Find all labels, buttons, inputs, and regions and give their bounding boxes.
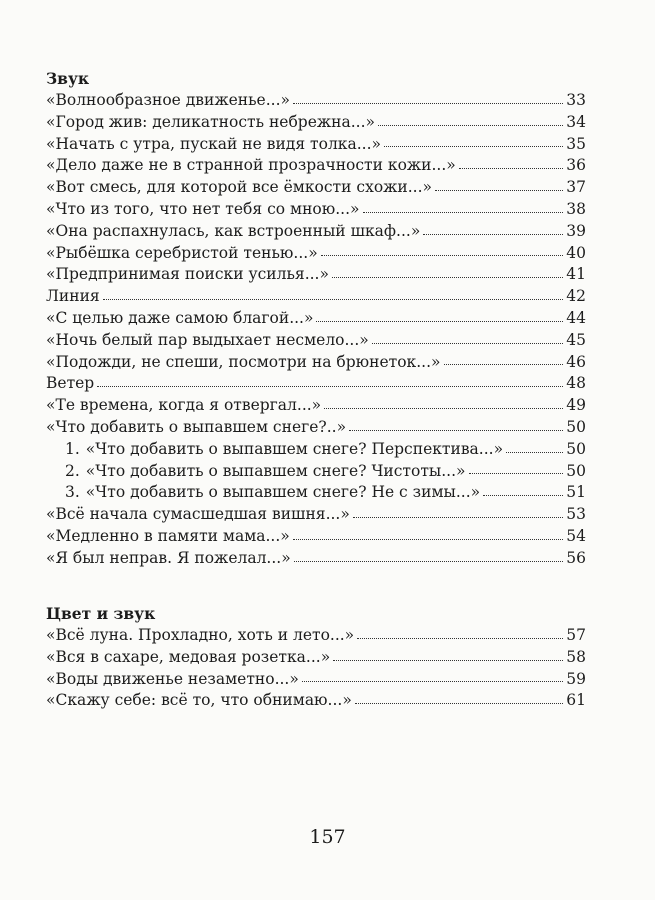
dot-leader (353, 516, 563, 518)
toc-entry-title: «Рыбёшка серебристой тенью...» (46, 243, 318, 262)
dot-leader (423, 233, 563, 235)
toc-entry-title: «Всё начала сумасшедшая вишня...» (46, 505, 350, 524)
toc-entry-title: «Она распахнулась, как встроенный шкаф...» (46, 221, 421, 240)
toc-section-sound (46, 68, 586, 570)
toc-entry-number: 1. (65, 439, 80, 458)
toc-entry-page: 61 (566, 691, 586, 710)
toc-entries (46, 90, 586, 570)
toc-entry-page: 50 (566, 461, 586, 480)
toc-entry (46, 647, 586, 669)
dot-leader (324, 407, 563, 409)
toc-entry-page: 57 (566, 626, 586, 644)
toc-entry-page: 54 (566, 526, 586, 545)
page-number: 157 (309, 826, 346, 848)
toc-entry-title: «Город жив: деликатность небрежна...» (46, 112, 375, 131)
dot-leader (459, 167, 564, 169)
toc-entry (46, 395, 586, 417)
toc-entry-title: «Что добавить о выпавшем снеге? Перспектива...» (85, 439, 504, 458)
toc-entry-title: «С целью даже самою благой...» (46, 308, 314, 327)
toc-entry-page: 53 (566, 505, 586, 524)
toc-entry-title: «Волнообразное движенье...» (46, 91, 290, 109)
dot-leader (384, 145, 563, 147)
toc-entry (46, 504, 586, 526)
toc-entry (46, 461, 586, 483)
dot-leader (321, 254, 564, 256)
toc-entry-page: 59 (566, 669, 586, 688)
toc-entry-page: 35 (566, 134, 586, 153)
toc-entry-title: «Скажу себе: всё то, что обнимаю...» (46, 691, 352, 710)
toc-entry-title: «Я был неправ. Я пожелал...» (46, 548, 291, 567)
dot-leader (483, 494, 563, 496)
section-title: Цвет и звук (46, 604, 156, 623)
toc-entry-title: «Начать с утра, пускай не видя толка...» (46, 134, 381, 153)
dot-leader (435, 189, 563, 191)
toc-entry-title: «Что добавить о выпавшем снеге?..» (46, 417, 347, 436)
dot-leader (293, 538, 564, 540)
toc-entry-page: 38 (566, 199, 586, 218)
toc-entry (46, 439, 586, 461)
toc-entry-title: Ветер (46, 374, 95, 393)
toc-entry-page: 37 (566, 178, 586, 197)
toc-entry-page: 51 (566, 483, 586, 502)
toc-entry-page: 46 (566, 352, 586, 371)
toc-entry-title: «Что добавить о выпавшем снеге? Не с зимы...» (85, 483, 481, 502)
dot-leader (349, 429, 563, 431)
toc-entry-title: «Всё луна. Прохладно, хоть и лето...» (46, 626, 355, 644)
toc-entry (46, 264, 586, 286)
toc-entry-title: «Что добавить о выпавшем снеге? Чистоты...» (85, 461, 466, 480)
dot-leader (97, 385, 563, 387)
dot-leader (372, 342, 563, 344)
toc-entry-page: 40 (566, 243, 586, 262)
dot-leader (363, 211, 564, 213)
toc-entry-page: 41 (566, 265, 586, 284)
dot-leader (355, 702, 563, 704)
toc-entry-title: «Вся в сахаре, медовая розетка...» (46, 647, 331, 666)
toc-entry-title: «Медленно в памяти мама...» (46, 526, 290, 545)
toc-entry (46, 134, 586, 156)
toc-entry-page: 44 (566, 308, 586, 327)
dot-leader (103, 298, 564, 300)
toc-entry (46, 221, 586, 243)
dot-leader (506, 451, 563, 453)
dot-leader (378, 124, 563, 126)
dot-leader (333, 659, 563, 661)
toc-entry-title: «Воды движенье незаметно...» (46, 669, 299, 688)
toc-entry-page: 45 (566, 330, 586, 349)
toc-entry (46, 90, 586, 112)
dot-leader (444, 363, 564, 365)
toc-entry (46, 286, 586, 308)
dot-leader (357, 637, 563, 639)
toc-entries (46, 625, 586, 712)
dot-leader (332, 276, 563, 278)
toc-entry-page: 49 (566, 396, 586, 415)
toc-entry-page: 36 (566, 156, 586, 175)
toc-entry (46, 373, 586, 395)
toc-section-color-and-sound (46, 603, 586, 712)
toc-entry (46, 112, 586, 134)
toc-entry-page: 58 (566, 647, 586, 666)
dot-leader (302, 680, 563, 682)
toc-entry-title: «Ночь белый пар выдыхает несмело...» (46, 330, 369, 349)
section-title: Звук (46, 69, 90, 88)
toc-entry-page: 50 (566, 439, 586, 458)
toc-entry-title: «Что из того, что нет тебя со мною...» (46, 199, 360, 218)
toc-entry-number: 3. (65, 483, 80, 502)
toc-entry (46, 155, 586, 177)
toc-entry (46, 308, 586, 330)
toc-entry (46, 482, 586, 504)
toc-entry (46, 669, 586, 691)
toc-entry (46, 690, 586, 712)
toc-entry (46, 352, 586, 374)
toc-entry (46, 177, 586, 199)
toc-entry (46, 243, 586, 265)
toc-entry-title: «Подожди, не спеши, посмотри на брюнеток...» (46, 352, 441, 371)
toc-entry-page: 48 (566, 374, 586, 393)
toc-entry-title: «Вот смесь, для которой все ёмкости схожи...» (46, 178, 433, 197)
toc-entry (46, 417, 586, 439)
toc-entry-title: «Дело даже не в странной прозрачности кожи...» (46, 156, 456, 175)
toc-entry-page: 39 (566, 221, 586, 240)
toc-entry-title: «Предпринимая поиски усилья...» (46, 265, 329, 284)
toc-entry-title: Линия (46, 287, 100, 306)
toc-entry-page: 50 (566, 417, 586, 436)
toc-entry-page: 56 (566, 548, 586, 567)
dot-leader (469, 472, 564, 474)
toc-entry (46, 526, 586, 548)
toc-entry (46, 199, 586, 221)
toc-entry-title: «Те времена, когда я отвергал...» (46, 396, 322, 415)
toc-entry-page: 34 (566, 112, 586, 131)
toc-entry-page: 42 (566, 287, 586, 306)
dot-leader (294, 560, 564, 562)
dot-leader (316, 320, 563, 322)
toc-entry (46, 625, 586, 647)
toc-entry-page: 33 (566, 91, 586, 109)
dot-leader (293, 102, 563, 104)
toc-entry (46, 548, 586, 570)
toc-entry (46, 330, 586, 352)
toc-entry-number: 2. (65, 461, 80, 480)
